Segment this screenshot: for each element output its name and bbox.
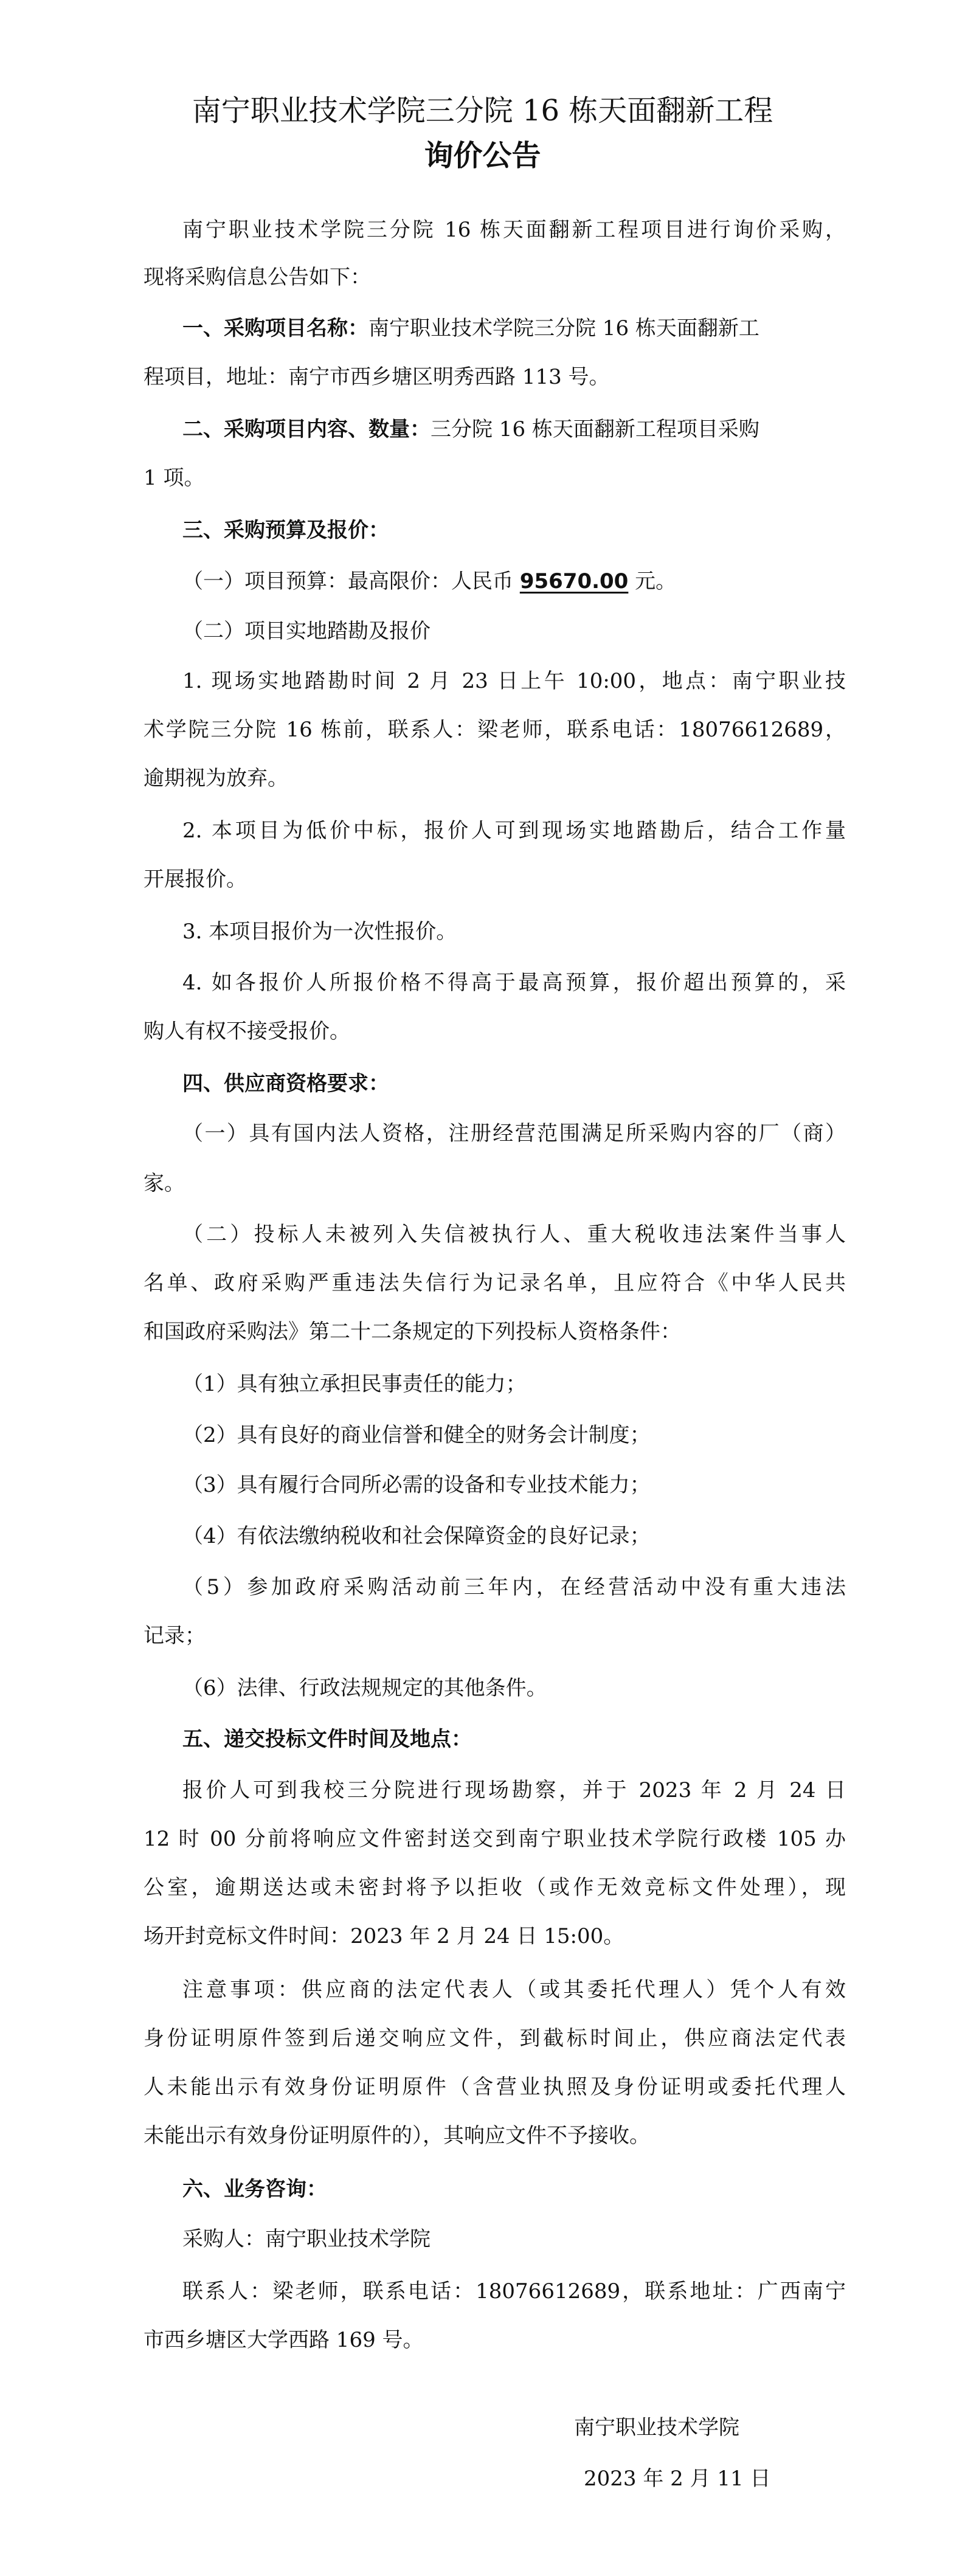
section-2-heading: 二、采购项目内容、数量： (182, 417, 431, 441)
section-4-heading: 四、供应商资格要求： (182, 1072, 389, 1096)
section-5-heading: 五、递交投标文件时间及地点： (182, 1727, 472, 1751)
section-2-line-2: 1 项。 (144, 466, 205, 490)
section-1-heading: 一、采购项目名称： (182, 316, 368, 341)
condition-5-line-1: （5）参加政府采购活动前三年内，在经营活动中没有重大违法 (182, 1575, 846, 1599)
item-3: 3. 本项目报价为一次性报价。 (182, 919, 457, 944)
budget-suffix: 元。 (628, 569, 677, 594)
item-4-line-2: 购人有权不接受报价。 (144, 1019, 350, 1044)
qualification-2-line-2: 名单、政府采购严重违法失信行为记录名单，且应符合《中华人民共 (144, 1271, 846, 1295)
condition-5-line-2: 记录； (144, 1624, 206, 1648)
item-2-line-2: 开展报价。 (144, 867, 247, 892)
section-2-line-1 (182, 416, 759, 443)
qualification-2-line-1: （二）投标人未被列入失信被执行人、重大税收违法案件当事人 (182, 1222, 846, 1247)
item-1-line-2: 术学院三分院 16 栋前，联系人：梁老师，联系电话：18076612689， (144, 718, 846, 742)
condition-4: （4）有依法缴纳税收和社会保障资金的良好记录； (182, 1524, 651, 1548)
qualification-1-line-1: （一）具有国内法人资格，注册经营范围满足所采购内容的厂（商） (182, 1121, 846, 1146)
section-6-heading: 六、业务咨询： (182, 2177, 327, 2201)
contact-line-1: 联系人：梁老师，联系电话：18076612689，联系地址：广西南宁 (182, 2279, 846, 2304)
budget-prefix: （一）项目预算：最高限价：人民币 (182, 569, 520, 594)
signature-date: 2023 年 2 月 11 日 (584, 2467, 771, 2491)
document-subtitle: 询价公告 (424, 139, 541, 173)
notice-line-1: 注意事项：供应商的法定代表人（或其委托代理人）凭个人有效 (182, 1978, 846, 2002)
item-1-line-1: 1. 现场实地踏勘时间 2 月 23 日上午 10:00，地点：南宁职业技 (182, 669, 846, 693)
signature-org: 南宁职业技术学院 (574, 2415, 739, 2440)
site-visit-heading: （二）项目实地踏勘及报价 (182, 619, 431, 643)
item-2-line-1: 2. 本项目为低价中标，报价人可到现场实地踏勘后，结合工作量 (182, 819, 846, 843)
submission-line-3: 公室，逾期送达或未密封将予以拒收（或作无效竞标文件处理），现 (144, 1875, 846, 1900)
submission-line-2: 12 时 00 分前将响应文件密封送交到南宁职业技术学院行政楼 105 办 (144, 1827, 846, 1851)
item-4-line-1: 4. 如各报价人所报价格不得高于最高预算，报价超出预算的，采 (182, 971, 846, 995)
submission-line-4: 场开封竞标文件时间：2023 年 2 月 24 日 15:00。 (144, 1924, 624, 1948)
item-1-line-3: 逾期视为放弃。 (144, 766, 288, 791)
condition-3: （3）具有履行合同所必需的设备和专业技术能力； (182, 1473, 651, 1497)
section-3-heading: 三、采购预算及报价： (182, 518, 389, 542)
condition-1: （1）具有独立承担民事责任的能力； (182, 1372, 527, 1396)
budget-line (182, 568, 676, 595)
section-2-text: 三分院 16 栋天面翻新工程项目采购 (431, 417, 759, 441)
notice-line-3: 人未能出示有效身份证明原件（含营业执照及身份证明或委托代理人 (144, 2075, 846, 2099)
intro-line-2: 现将采购信息公告如下： (144, 265, 371, 289)
buyer-line: 采购人：南宁职业技术学院 (182, 2227, 431, 2251)
condition-2: （2）具有良好的商业信誉和健全的财务会计制度； (182, 1423, 651, 1447)
section-1-line-1 (182, 315, 759, 342)
document-title: 南宁职业技术学院三分院 16 栋天面翻新工程 (192, 94, 773, 128)
qualification-2-line-3: 和国政府采购法》第二十二条规定的下列投标人资格条件： (144, 1320, 681, 1344)
budget-amount: 95670.00 (519, 569, 629, 594)
section-1-line-2: 程项目，地址：南宁市西乡塘区明秀西路 113 号。 (144, 365, 610, 389)
qualification-1-line-2: 家。 (144, 1171, 185, 1196)
notice-line-4: 未能出示有效身份证明原件的），其响应文件不予接收。 (144, 2124, 650, 2148)
notice-line-2: 身份证明原件签到后递交响应文件，到截标时间止，供应商法定代表 (144, 2026, 846, 2051)
section-1-text: 南宁职业技术学院三分院 16 栋天面翻新工 (368, 316, 759, 341)
contact-line-2: 市西乡塘区大学西路 169 号。 (144, 2328, 424, 2352)
condition-6: （6）法律、行政法规规定的其他条件。 (182, 1676, 547, 1700)
intro-line-1: 南宁职业技术学院三分院 16 栋天面翻新工程项目进行询价采购， (182, 218, 846, 242)
submission-line-1: 报价人可到我校三分院进行现场勘察，并于 2023 年 2 月 24 日 (182, 1778, 846, 1802)
